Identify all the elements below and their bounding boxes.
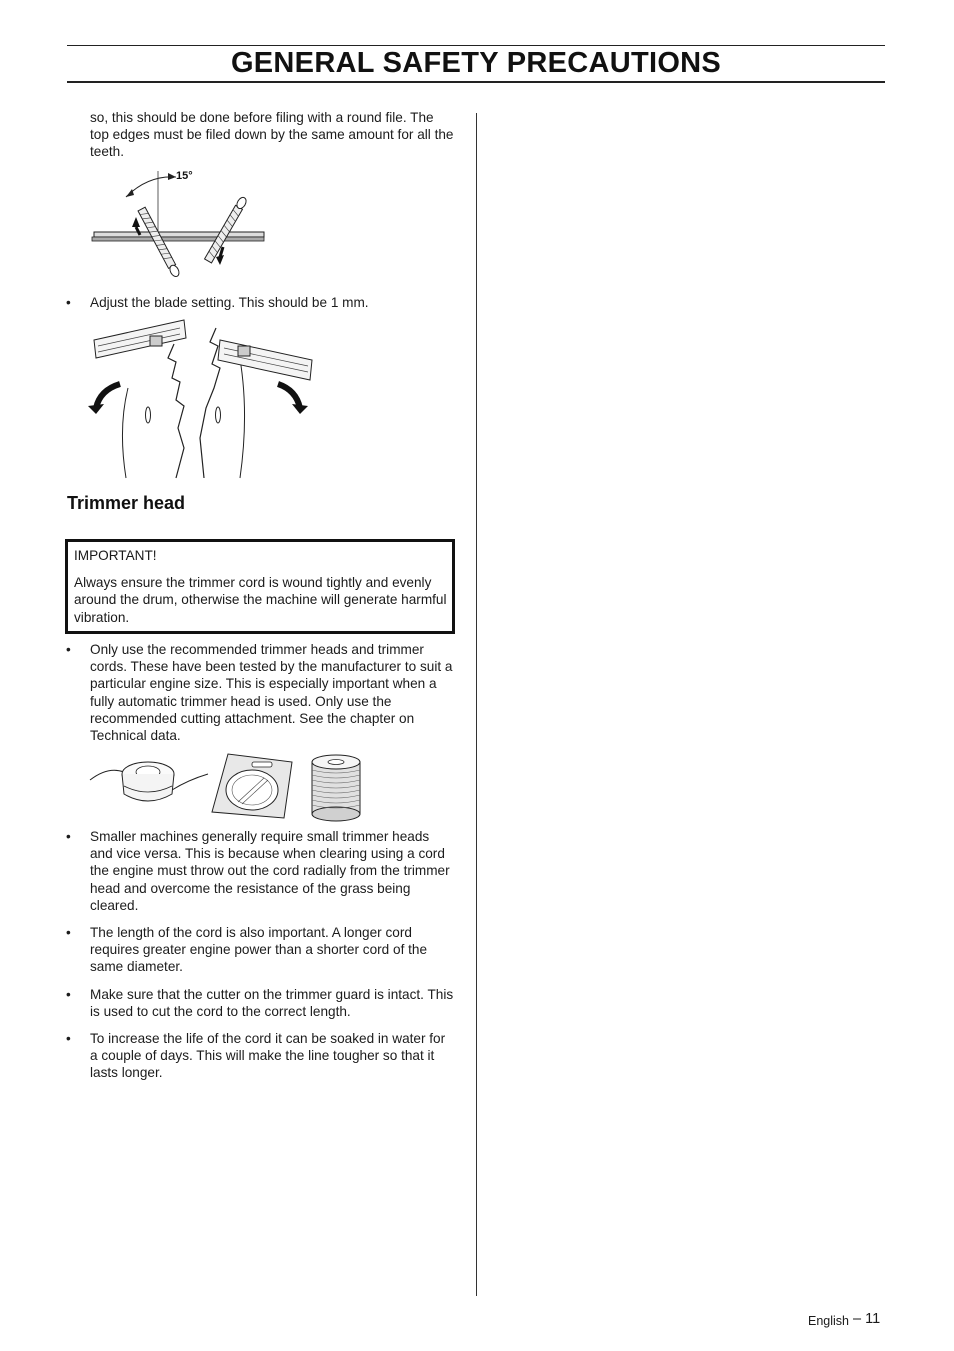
page-title: GENERAL SAFETY PRECAUTIONS [230, 47, 722, 79]
bullet-recommended-heads: Only use the recommended trimmer heads and trimmer cords. These have been tested by the manufacturer to suit a particular engine size. This is especially important when a fully automatic trimmer head is used. Only use the recommended cutting attachment. See the chapter on Technical data. [90, 642, 453, 744]
bullet-marker: • [66, 829, 71, 844]
bullet-soak-cord: To increase the life of the cord it can be soaked in water for a couple of days. This will make the line tougher so that it lasts longer. [90, 1031, 446, 1081]
bullet-marker: • [66, 1031, 71, 1046]
notice-text: Always ensure the trimmer cord is wound tightly and evenly around the drum, otherwise the machine will generate harmful vibration. [74, 575, 447, 625]
angle-label: 15° [176, 170, 193, 182]
blade-setting-illustration [88, 318, 318, 483]
bullet-cutter-intact: Make sure that the cutter on the trimmer guard is intact. This is used to cut the cord to the correct length. [90, 987, 454, 1020]
header-bottom-rule [67, 81, 885, 83]
bullet-blade-setting: Adjust the blade setting. This should be 1 mm. [90, 295, 369, 310]
bullet-marker: • [66, 987, 71, 1002]
bullet-cord-length: The length of the cord is also important. A longer cord requires greater engine power than a shorter cord of the same diameter. [90, 925, 428, 975]
bullet-marker: • [66, 925, 71, 940]
column-divider [476, 113, 477, 1296]
trimmer-products-illustration [88, 750, 368, 820]
footer-page-number [853, 1311, 880, 1327]
bullet-machine-size: Smaller machines generally require small trimmer heads and vice versa. This is because when clearing using a cord the engine must throw out the cord radially from the trimmer head and overcome the resistance of the grass being cleared. [90, 829, 450, 913]
bullet-marker: • [66, 295, 71, 310]
page-number: 11 [865, 1311, 881, 1327]
notice-title: IMPORTANT! [74, 548, 157, 563]
important-notice-box [65, 539, 455, 634]
file-angle-illustration [88, 165, 270, 285]
footer-language: English [808, 1314, 849, 1328]
bullet-marker: • [66, 642, 71, 657]
section-heading-trimmer-head: Trimmer head [67, 493, 186, 513]
intro-paragraph: so, this should be done before filing with a round file. The top edges must be filed down by the same amount for all the teeth. [90, 110, 454, 160]
footer-separator: – [853, 1311, 862, 1327]
